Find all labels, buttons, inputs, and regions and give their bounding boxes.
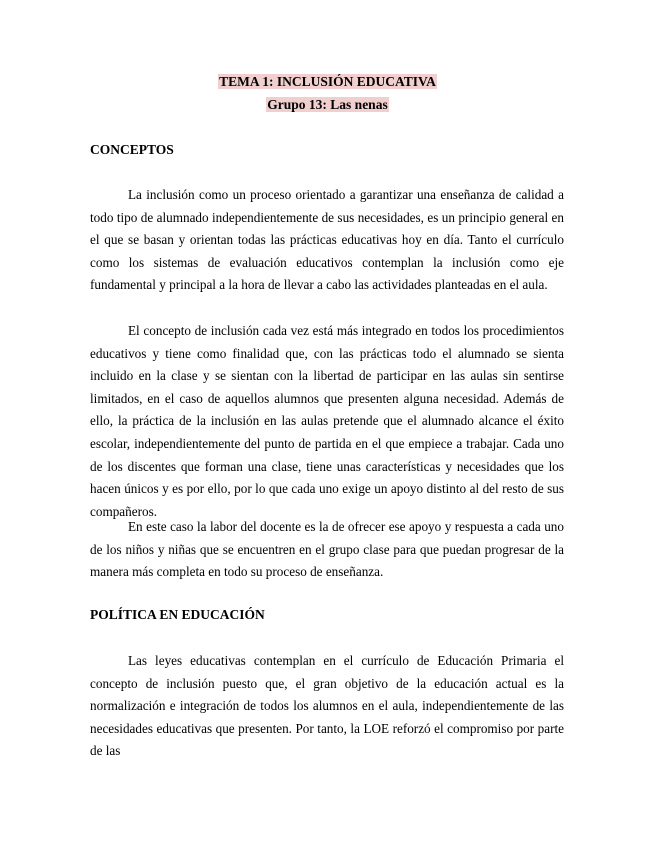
paragraph: El concepto de inclusión cada vez está más integrado en todos los procedimientos educativos y tiene como finalidad que, con las prácticas todo el alumnado se sienta incluido en la clase y se sientan con la libertad de participar en las aulas sin sentirse limitados, en el caso de aquellos alumnos que presenten alguna necesidad. Además de ello, la práctica de la inclusión en las aulas pretende que el alumnado alcance el éxito escolar, independientemente del punto de partida en el que empiece a trabajar. Cada uno de los discentes que forman una clase, tiene unas características y necesidades que los hacen únicos y es por ello, por lo que cada uno exige un apoyo distinto al del resto de sus compañeros. <box>90 323 564 519</box>
document-title <box>0 74 655 90</box>
document-subtitle-text: Grupo 13: Las nenas <box>267 97 388 112</box>
section-heading-conceptos: CONCEPTOS <box>90 142 174 157</box>
section-heading-politica: POLÍTICA EN EDUCACIÓN <box>90 607 265 622</box>
document-subtitle <box>0 97 655 113</box>
paragraph: Las leyes educativas contemplan en el currículo de Educación Primaria el concepto de inclusión puesto que, el gran objetivo de la educación actual es la normalización e integración de todos los alumnos en el aula, independientemente de las necesidades educativas que presenten. Por tanto, la LOE reforzó el compromiso por parte de las <box>90 653 564 759</box>
document-title-text: TEMA 1: INCLUSIÓN EDUCATIVA <box>219 74 436 89</box>
paragraph: En este caso la labor del docente es la de ofrecer ese apoyo y respuesta a cada uno de los niños y niñas que se encuentren en el grupo clase para que puedan progresar de la manera más completa en todo su proceso de enseñanza. <box>90 519 564 580</box>
paragraph: La inclusión como un proceso orientado a garantizar una enseñanza de calidad a todo tipo de alumnado independientemente de sus necesidades, es un principio general en el que se basan y orientan todas las prácticas educativas hoy en día. Tanto el currículo como los sistemas de evaluación educativos contemplan la inclusión como eje fundamental y principal a la hora de llevar a cabo las actividades planteadas en el aula. <box>90 187 564 293</box>
